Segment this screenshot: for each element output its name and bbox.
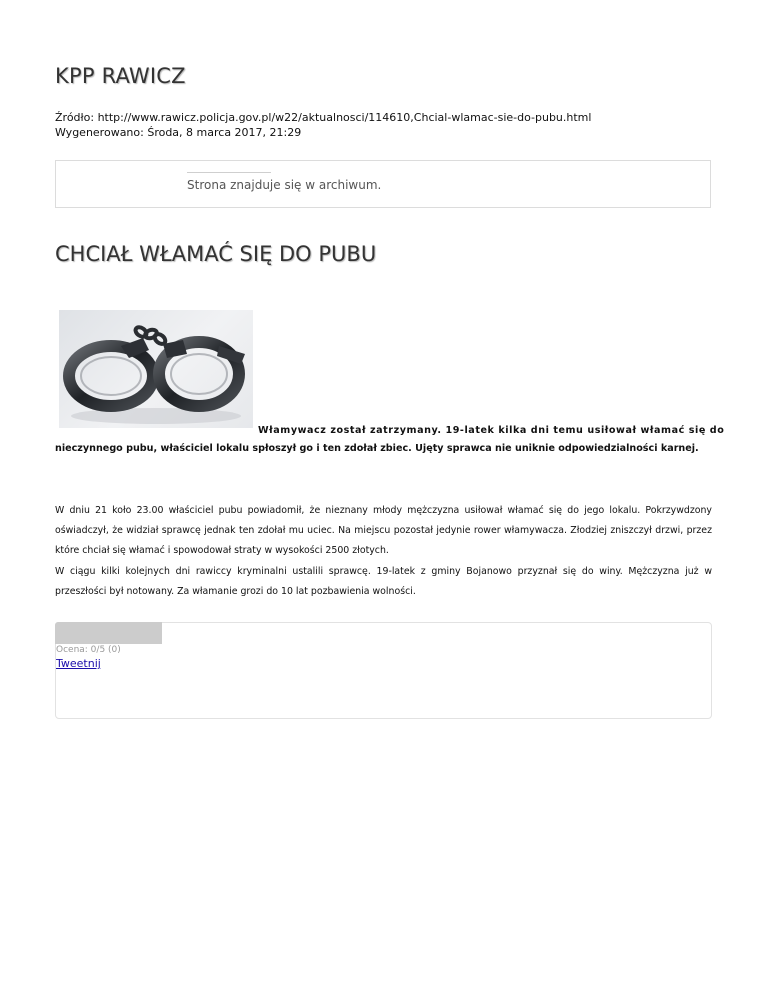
site-title: KPP RAWICZ <box>55 64 186 88</box>
article-paragraph-2: W ciągu kilki kolejnych dni rawiccy kryminalni ustalili sprawcę. 19-latek z gminy Bojanowo przyznał się do winy. Mężczyzna już w przeszłości był notowany. Za włamanie grozi do 10 lat pozbawienia wolności. <box>55 566 712 598</box>
rating-box <box>55 622 712 719</box>
page-meta <box>55 110 591 140</box>
handcuffs-photo <box>59 310 253 428</box>
rating-stars[interactable] <box>55 622 162 644</box>
archive-notice-box <box>55 160 711 208</box>
archive-notice-text: Strona znajduje się w archiwum. <box>187 178 382 192</box>
lead-line-1: Włamywacz został zatrzymany. 19-latek kilka dni temu usiłował włamać się do <box>258 425 725 436</box>
rating-text: Ocena: 0/5 (0) <box>56 645 121 655</box>
source-line: Źródło: http://www.rawicz.policja.gov.pl/w22/aktualnosci/114610,Chcial-wlamac-sie-do-pubu.html <box>55 111 592 124</box>
article-title: CHCIAŁ WŁAMAĆ SIĘ DO PUBU <box>55 242 377 266</box>
article-paragraph-1: W dniu 21 koło 23.00 właściciel pubu powiadomił, że nieznany młody mężczyzna usiłował włamać się do jego lokalu. Pokrzywdzony oświadczył, że widział sprawcę jednak ten zdołał mu uciec. Na miejscu pozostał jedynie rower włamywacza. Złodziej zniszczył drzwi, przez które chciał się włamać i spowodował straty w wysokości 2500 złotych. <box>55 505 712 557</box>
lead-line-2: nieczynnego pubu, właściciel lokalu spłoszył go i ten zdołał zbiec. Ujęty sprawca nie uniknie odpowiedzialności karnej. <box>55 443 699 454</box>
archive-divider <box>187 172 271 173</box>
handcuffs-illustration <box>59 310 253 428</box>
article-lead <box>55 422 725 458</box>
generated-line: Wygenerowano: Środa, 8 marca 2017, 21:29 <box>55 126 302 139</box>
tweet-link[interactable]: Tweetnij <box>56 657 101 670</box>
